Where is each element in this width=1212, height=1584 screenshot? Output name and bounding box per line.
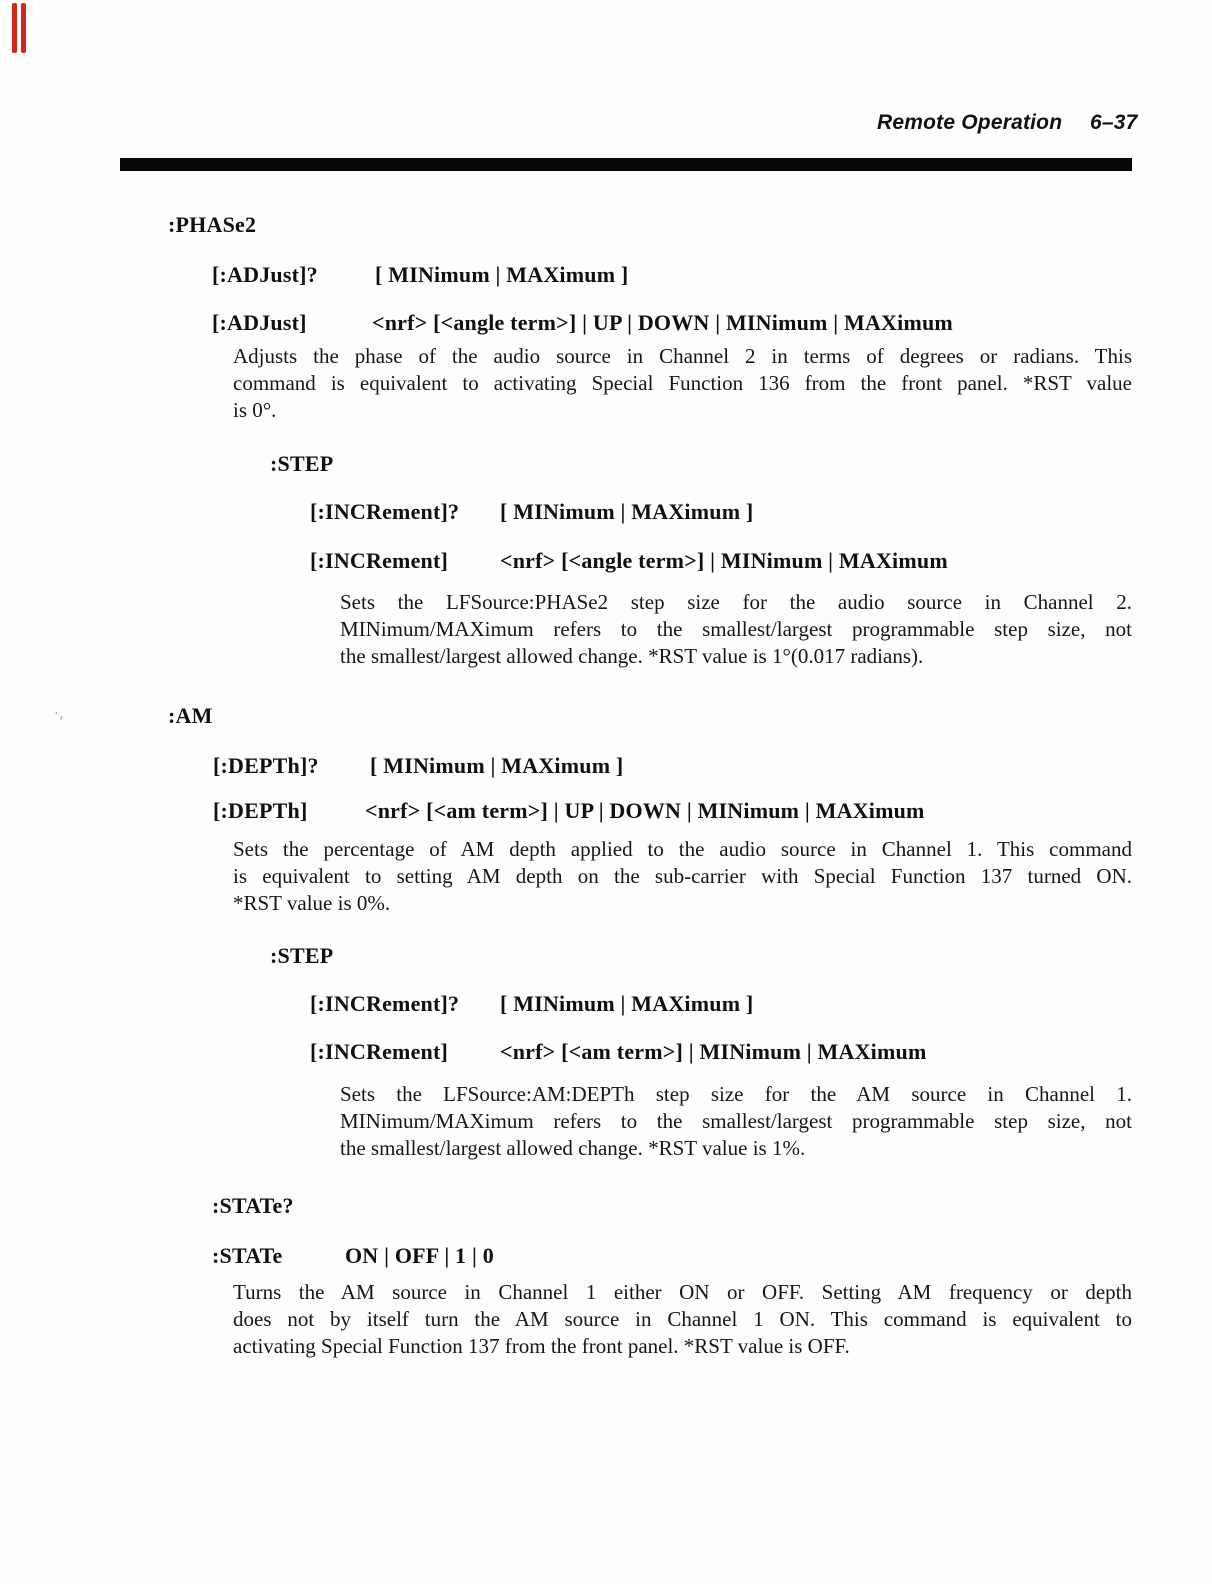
description-depth — [233, 836, 1132, 917]
command-depth-query: [:DEPTh]? — [213, 753, 319, 778]
paragraph-line: the smallest/largest allowed change. *RST value is 1%. — [340, 1136, 806, 1160]
command-state-args: ON | OFF | 1 | 0 — [345, 1243, 494, 1268]
command-am-increment: [:INCRement] — [310, 1039, 449, 1064]
red-scan-mark — [12, 3, 17, 53]
paragraph-line: the smallest/largest allowed change. *RST value is 1°(0.017 radians). — [340, 644, 924, 668]
command-phase2-increment: [:INCRement] — [310, 548, 449, 573]
command-am-step: :STEP — [270, 943, 334, 968]
command-phase2-step: :STEP — [270, 451, 334, 476]
command-depth: [:DEPTh] — [213, 798, 308, 823]
command-adjust-args: <nrf> [<angle term>] | UP | DOWN | MINimum | MAXimum — [372, 310, 953, 335]
red-scan-mark — [21, 3, 26, 53]
paragraph-line: activating Special Function 137 from the front panel. *RST value is OFF. — [233, 1334, 850, 1358]
command-state: :STATe — [212, 1243, 283, 1268]
paragraph-line: Adjusts the phase of the audio source in Channel 2 in terms of degrees or radians. This — [233, 344, 1132, 368]
description-am-step — [340, 1081, 1132, 1162]
paragraph-line: Sets the percentage of AM depth applied to the audio source in Channel 1. This command — [233, 837, 1132, 861]
paragraph-line: does not by itself turn the AM source in Channel 1 ON. This command is equivalent to — [233, 1307, 1132, 1331]
command-phase2-increment-args: <nrf> [<angle term>] | MINimum | MAXimum — [500, 548, 948, 573]
command-state-query: :STATe? — [212, 1193, 294, 1218]
command-adjust-query-args: [ MINimum | MAXimum ] — [375, 262, 629, 287]
command-am-increment-query: [:INCRement]? — [310, 991, 460, 1016]
paragraph-line: Turns the AM source in Channel 1 either ON or OFF. Setting AM frequency or depth — [233, 1280, 1132, 1304]
paragraph-line: MINimum/MAXimum refers to the smallest/largest programmable step size, not — [340, 617, 1132, 641]
command-adjust-query: [:ADJust]? — [212, 262, 318, 287]
command-am-increment-query-args: [ MINimum | MAXimum ] — [500, 991, 754, 1016]
command-am-increment-args: <nrf> [<am term>] | MINimum | MAXimum — [500, 1039, 927, 1064]
description-adjust — [233, 343, 1132, 424]
description-phase2-step — [340, 589, 1132, 670]
paragraph-line: command is equivalent to activating Special Function 136 from the front panel. *RST value — [233, 371, 1132, 395]
description-state — [233, 1279, 1132, 1360]
header-rule — [120, 158, 1132, 171]
paragraph-line: Sets the LFSource:PHASe2 step size for the audio source in Channel 2. — [340, 590, 1132, 614]
running-header-title: Remote Operation — [877, 111, 1063, 134]
command-phase2-increment-query-args: [ MINimum | MAXimum ] — [500, 499, 754, 524]
command-phase2: :PHASe2 — [168, 212, 257, 237]
command-depth-args: <nrf> [<am term>] | UP | DOWN | MINimum | MAXimum — [365, 798, 925, 823]
paragraph-line: is equivalent to setting AM depth on the sub-carrier with Special Function 137 turned ON. — [233, 864, 1132, 888]
margin-scan-speck: ·, — [54, 707, 65, 722]
paragraph-line: is 0°. — [233, 398, 277, 422]
paragraph-line: *RST value is 0%. — [233, 891, 391, 915]
paragraph-line: Sets the LFSource:AM:DEPTh step size for the AM source in Channel 1. — [340, 1082, 1132, 1106]
paragraph-line: MINimum/MAXimum refers to the smallest/largest programmable step size, not — [340, 1109, 1132, 1133]
command-phase2-increment-query: [:INCRement]? — [310, 499, 460, 524]
command-depth-query-args: [ MINimum | MAXimum ] — [370, 753, 624, 778]
command-am: :AM — [168, 703, 213, 728]
page-number: 6–37 — [1090, 111, 1138, 134]
command-adjust: [:ADJust] — [212, 310, 307, 335]
